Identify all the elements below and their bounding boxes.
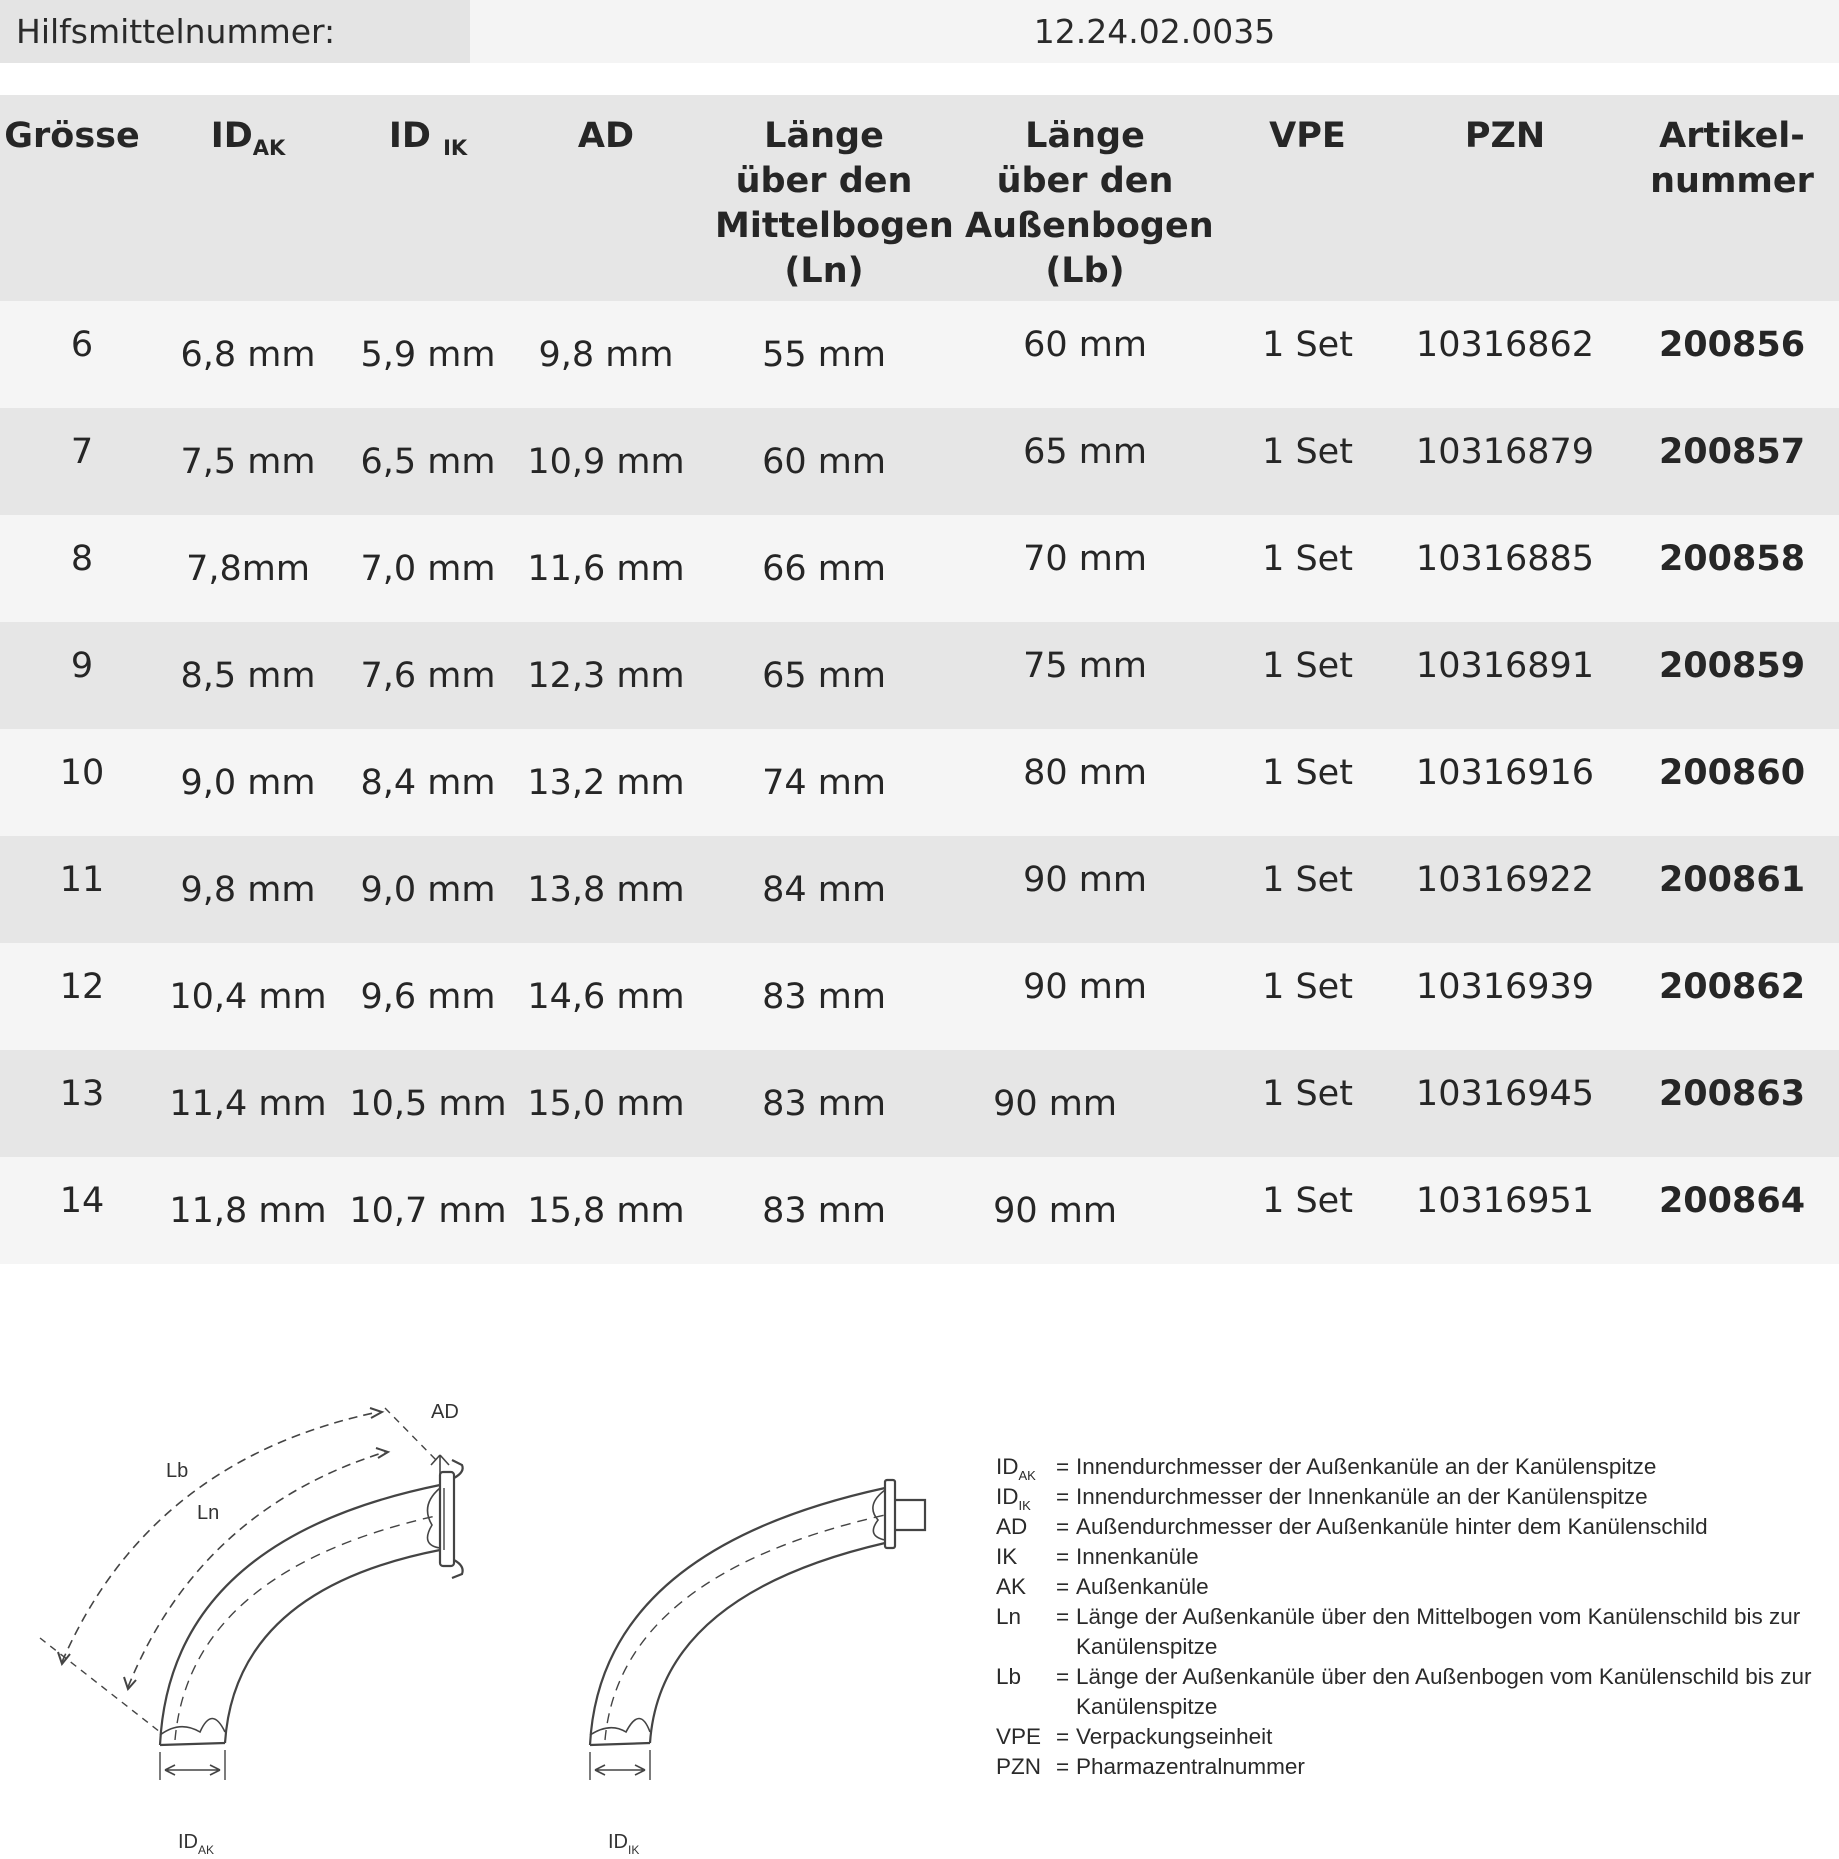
label-id-ik-sub: IK [628, 1843, 640, 1857]
cell-id-ak: 6,8 mm [180, 334, 316, 375]
cell-ad: 14,6 mm [527, 976, 685, 1017]
header-lb-line2: über den [996, 161, 1174, 201]
legend-desc: Pharmazentralnummer [1076, 1754, 1305, 1779]
legend-item [996, 1482, 1816, 1512]
cell-ad: 13,8 mm [527, 869, 685, 910]
legend-abbr-sub: AK [1018, 1468, 1036, 1483]
cell-groesse: 9 [70, 645, 94, 686]
cell-pzn: 10316916 [1415, 752, 1595, 793]
table-header [0, 95, 1839, 301]
abbreviation-legend [996, 1452, 1816, 1782]
table-row [0, 729, 1839, 836]
legend-abbr: AD [996, 1514, 1028, 1539]
cell-pzn: 10316939 [1415, 966, 1595, 1007]
legend-abbr-sub: IK [1018, 1498, 1031, 1513]
header-id-ik-sub: IK [443, 136, 468, 160]
cell-groesse: 12 [59, 966, 105, 1007]
header-pzn: PZN [1464, 116, 1546, 156]
cell-vpe: 1 Set [1262, 538, 1353, 579]
legend-item [996, 1572, 1816, 1602]
cell-pzn: 10316922 [1415, 859, 1595, 900]
legend-item [996, 1512, 1816, 1542]
header-artikelnummer [1625, 114, 1839, 204]
label-lb: Lb [166, 1460, 189, 1482]
header-vpe: VPE [1269, 116, 1346, 156]
cell-lb: 75 mm [1023, 645, 1147, 686]
cell-lb: 80 mm [1023, 752, 1147, 793]
cell-vpe: 1 Set [1262, 1180, 1353, 1221]
legend-abbr: IK [996, 1544, 1018, 1569]
legend-desc: Länge der Außenkanüle über den Außenbogen vom Kanülenschild bis zur Kanülenspitze [1076, 1664, 1812, 1719]
cell-id-ak: 7,8mm [186, 548, 310, 589]
legend-desc: Außenkanüle [1076, 1574, 1209, 1599]
cell-id-ak: 11,8 mm [169, 1190, 327, 1231]
header-ln-line4: (Ln) [784, 251, 864, 291]
legend-desc: Innendurchmesser der Außenkanüle an der Kanülenspitze [1076, 1454, 1657, 1479]
legend-eq: = [1056, 1544, 1070, 1569]
table-row [0, 515, 1839, 622]
legend-abbr: VPE [996, 1724, 1042, 1749]
table-row [0, 943, 1839, 1050]
legend-abbr: ID [996, 1484, 1019, 1509]
label-id-ik-main: ID [608, 1831, 628, 1853]
header-id-ak-sub: AK [252, 136, 286, 160]
inner-cannula-figure [590, 1480, 925, 1780]
cell-artikelnummer: 200862 [1658, 966, 1806, 1007]
cell-artikelnummer: 200860 [1658, 752, 1806, 793]
cell-id-ik: 6,5 mm [360, 441, 496, 482]
cell-id-ak: 7,5 mm [180, 441, 316, 482]
legend-eq: = [1056, 1454, 1070, 1479]
cell-ad: 13,2 mm [527, 762, 685, 803]
cell-lb: 90 mm [1023, 859, 1147, 900]
cell-artikelnummer: 200858 [1658, 538, 1806, 579]
header-id-ak [168, 114, 328, 159]
legend-abbr: AK [996, 1574, 1027, 1599]
label-id-ak-sub: AK [198, 1843, 215, 1857]
cell-groesse: 10 [59, 752, 105, 793]
cell-ad: 15,0 mm [527, 1083, 685, 1124]
cell-id-ak: 9,0 mm [180, 762, 316, 803]
cell-vpe: 1 Set [1262, 859, 1353, 900]
legend-item [996, 1542, 1816, 1572]
cell-vpe: 1 Set [1262, 645, 1353, 686]
cell-ln: 60 mm [762, 441, 886, 482]
outer-cannula-figure [40, 1408, 463, 1780]
legend-desc: Innenkanüle [1076, 1544, 1199, 1569]
cell-id-ik: 9,6 mm [360, 976, 496, 1017]
header-art-line2: nummer [1650, 161, 1814, 201]
label-id-ak [178, 1831, 214, 1857]
cannula-drawing [0, 1360, 980, 1859]
size-table [0, 95, 1839, 1264]
cell-pzn: 10316891 [1415, 645, 1595, 686]
table-row [0, 301, 1839, 408]
header-ln-line1: Länge [764, 116, 884, 156]
cell-id-ik: 7,0 mm [360, 548, 496, 589]
legend-abbr: Lb [996, 1664, 1022, 1689]
cell-id-ak: 11,4 mm [169, 1083, 327, 1124]
cell-id-ik: 5,9 mm [360, 334, 496, 375]
legend-eq: = [1056, 1574, 1070, 1599]
table-row [0, 1050, 1839, 1157]
cell-ln: 55 mm [762, 334, 886, 375]
cell-id-ak: 10,4 mm [169, 976, 327, 1017]
aid-number-bar [0, 0, 1839, 63]
cell-ln: 83 mm [762, 976, 886, 1017]
legend-desc: Verpackungseinheit [1076, 1724, 1273, 1749]
cell-id-ak: 9,8 mm [180, 869, 316, 910]
table-row [0, 622, 1839, 729]
cell-pzn: 10316945 [1415, 1073, 1595, 1114]
cell-groesse: 8 [70, 538, 94, 579]
cell-artikelnummer: 200863 [1658, 1073, 1806, 1114]
cell-lb: 60 mm [1023, 324, 1147, 365]
table-row [0, 1157, 1839, 1264]
cell-groesse: 6 [70, 324, 94, 365]
cell-vpe: 1 Set [1262, 966, 1353, 1007]
cell-pzn: 10316951 [1415, 1180, 1595, 1221]
cell-id-ik: 10,5 mm [349, 1083, 507, 1124]
cell-artikelnummer: 200861 [1658, 859, 1806, 900]
header-ln-line2: über den [735, 161, 913, 201]
header-id-ak-main: ID [210, 116, 253, 156]
legend-abbr: PZN [996, 1754, 1041, 1779]
legend-abbr: Ln [996, 1604, 1022, 1629]
cell-vpe: 1 Set [1262, 1073, 1353, 1114]
cell-id-ik: 7,6 mm [360, 655, 496, 696]
cell-id-ik: 10,7 mm [349, 1190, 507, 1231]
cell-ln: 66 mm [762, 548, 886, 589]
cell-groesse: 7 [70, 431, 94, 472]
header-lb-line1: Länge [1025, 116, 1145, 156]
cell-id-ik: 8,4 mm [360, 762, 496, 803]
cell-artikelnummer: 200856 [1658, 324, 1806, 365]
cell-vpe: 1 Set [1262, 431, 1353, 472]
label-id-ik [608, 1831, 639, 1857]
legend-eq: = [1056, 1604, 1070, 1629]
cell-artikelnummer: 200859 [1658, 645, 1806, 686]
cell-ad: 10,9 mm [527, 441, 685, 482]
header-ad: AD [577, 116, 635, 156]
table-row [0, 836, 1839, 943]
cell-id-ak: 8,5 mm [180, 655, 316, 696]
cell-lb: 70 mm [1023, 538, 1147, 579]
cell-lb: 65 mm [1023, 431, 1147, 472]
cell-artikelnummer: 200864 [1658, 1180, 1806, 1221]
cell-ad: 15,8 mm [527, 1190, 685, 1231]
cell-ad: 12,3 mm [527, 655, 685, 696]
cell-pzn: 10316885 [1415, 538, 1595, 579]
legend-eq: = [1056, 1754, 1070, 1779]
legend-item [996, 1662, 1816, 1722]
legend-desc: Länge der Außenkanüle über den Mittelbogen vom Kanülenschild bis zur Kanülenspitze [1076, 1604, 1801, 1659]
label-ln: Ln [197, 1502, 220, 1524]
legend-eq: = [1056, 1724, 1070, 1749]
cell-lb: 90 mm [993, 1190, 1117, 1231]
cell-ad: 11,6 mm [527, 548, 685, 589]
legend-eq: = [1056, 1514, 1070, 1539]
header-id-ik-main: ID [388, 116, 431, 156]
cell-ln: 65 mm [762, 655, 886, 696]
cell-ln: 84 mm [762, 869, 886, 910]
header-ln [715, 114, 954, 294]
legend-eq: = [1056, 1664, 1070, 1689]
table-row [0, 408, 1839, 515]
header-lb [965, 114, 1214, 294]
cell-groesse: 13 [59, 1073, 105, 1114]
cell-pzn: 10316862 [1415, 324, 1595, 365]
header-lb-line3: Außenbogen [965, 206, 1214, 246]
header-ln-line3: Mittelbogen [715, 206, 954, 246]
cell-vpe: 1 Set [1262, 752, 1353, 793]
aid-number-label: Hilfsmittelnummer: [0, 0, 470, 63]
header-groesse: Grösse [4, 116, 140, 156]
legend-desc: Außendurchmesser der Außenkanüle hinter dem Kanülenschild [1076, 1514, 1708, 1539]
legend-abbr: ID [996, 1454, 1019, 1479]
cell-ln: 74 mm [762, 762, 886, 803]
cell-ad: 9,8 mm [538, 334, 674, 375]
cell-lb: 90 mm [993, 1083, 1117, 1124]
legend-item [996, 1452, 1816, 1482]
header-id-ik [348, 114, 508, 159]
cell-ln: 83 mm [762, 1190, 886, 1231]
cell-lb: 90 mm [1023, 966, 1147, 1007]
legend-eq: = [1056, 1484, 1070, 1509]
cell-groesse: 11 [59, 859, 105, 900]
legend-item [996, 1752, 1816, 1782]
legend-item [996, 1722, 1816, 1752]
cell-vpe: 1 Set [1262, 324, 1353, 365]
cell-artikelnummer: 200857 [1658, 431, 1806, 472]
cell-id-ik: 9,0 mm [360, 869, 496, 910]
cell-ln: 83 mm [762, 1083, 886, 1124]
legend-item [996, 1602, 1816, 1662]
header-art-line1: Artikel- [1659, 116, 1805, 156]
header-lb-line4: (Lb) [1045, 251, 1125, 291]
legend-desc: Innendurchmesser der Innenkanüle an der Kanülenspitze [1076, 1484, 1648, 1509]
label-id-ak-main: ID [178, 1831, 198, 1853]
aid-number-value: 12.24.02.0035 [470, 0, 1839, 63]
cell-pzn: 10316879 [1415, 431, 1595, 472]
cell-groesse: 14 [59, 1180, 105, 1221]
label-ad: AD [431, 1401, 459, 1423]
